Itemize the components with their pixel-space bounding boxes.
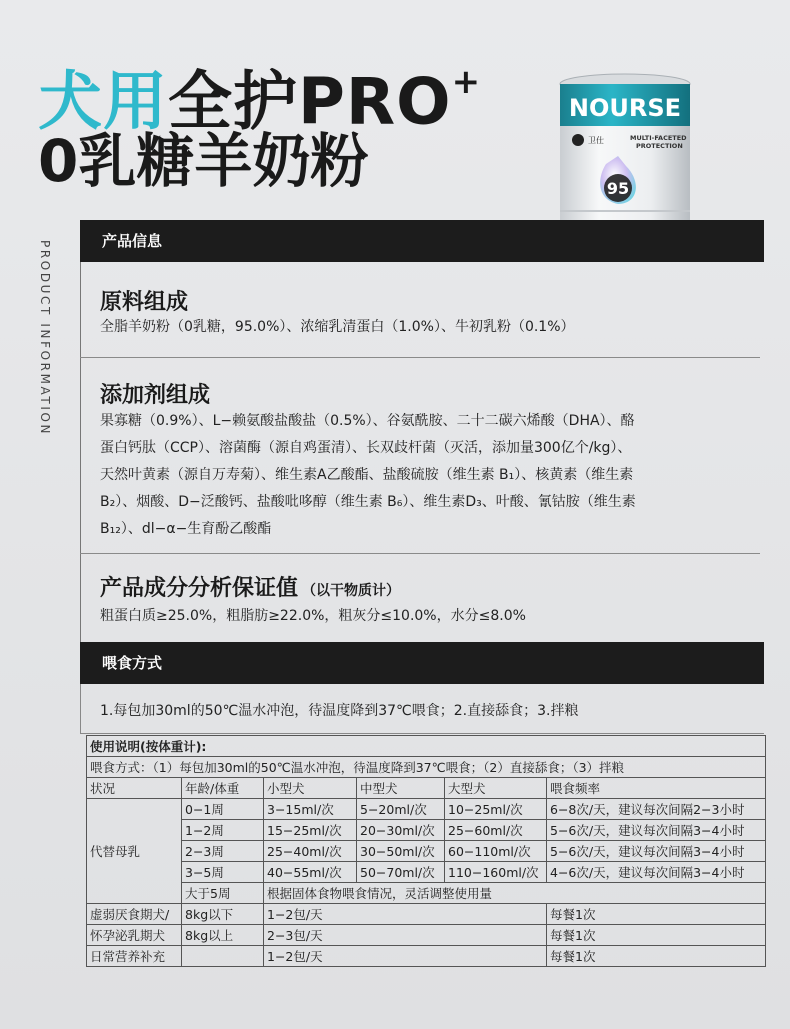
guarantee-heading (100, 571, 400, 602)
header-cell: 喂食频率 (547, 778, 766, 799)
table-cell: 大于5周 (182, 883, 264, 904)
table-row (87, 883, 766, 904)
additives-heading: 添加剂组成 (100, 383, 211, 408)
table-row (87, 862, 766, 883)
table-cell: 5−6次/天，建议每次间隔3−4小时 (547, 820, 766, 841)
table-header-row (87, 778, 766, 799)
table-cell: 8kg以下 (182, 904, 264, 925)
additives-line: 天然叶黄素（源自万寿菊）、维生素A乙酸酯、盐酸硫胺（维生素 B₁）、核黄素（维生素 (100, 467, 634, 483)
table-cell: 2−3周 (182, 841, 264, 862)
guarantee-title: 产品成分分析保证值 (100, 576, 299, 601)
table-cell: 30−50ml/次 (357, 841, 445, 862)
table-cell: 根据固体食物喂食情况，灵活调整使用量 (264, 883, 766, 904)
guarantee-note: （以干物质计） (302, 583, 401, 599)
table-cell: 5−20ml/次 (357, 799, 445, 820)
table-cell: 25−40ml/次 (264, 841, 357, 862)
table-row (87, 820, 766, 841)
header-cell: 中型犬 (357, 778, 445, 799)
title-sup: + (451, 62, 482, 102)
can-subtitle2: PROTECTION (636, 142, 683, 150)
feeding-text: 1.每包加30ml的50℃温水冲泡，待温度降到37℃喂食；2.直接舔食；3.拌粮 (100, 703, 579, 719)
table-cell: 15−25ml/次 (264, 820, 357, 841)
table-cell: 1−2包/天 (264, 904, 547, 925)
table-cell: 1−2包/天 (264, 946, 547, 967)
table-cell: 每餐1次 (547, 925, 766, 946)
table-cell: 60−110ml/次 (445, 841, 547, 862)
product-subtitle: 0乳糖羊奶粉 (38, 127, 369, 195)
can-brand: NOURSE (568, 94, 682, 122)
table-cell (182, 946, 264, 967)
can-logo-text: 卫仕 (588, 136, 604, 145)
table-cell: 3−5周 (182, 862, 264, 883)
divider (80, 357, 760, 358)
table-cell: 20−30ml/次 (357, 820, 445, 841)
header-cell: 年龄/体重 (182, 778, 264, 799)
product-can-image (556, 70, 694, 238)
table-row (87, 925, 766, 946)
weak-label-2: 怀孕泌乳期犬 (87, 925, 182, 946)
title-part2: 全护PRO (168, 65, 452, 140)
table-cell: 8kg以上 (182, 925, 264, 946)
feeding-bar: 喂食方式 (80, 642, 764, 684)
can-subtitle1: MULTI-FACETED (630, 134, 687, 142)
side-label-text: PRODUCT INFORMATION (38, 240, 52, 437)
additives-line: B₁₂）、dl−α−生育酚乙酸酯 (100, 521, 272, 537)
usage-table (86, 735, 766, 967)
table-cell: 10−25ml/次 (445, 799, 547, 820)
table-cell: 2−3包/天 (264, 925, 547, 946)
ingredients-text: 全脂羊奶粉（0乳糖，95.0%）、浓缩乳清蛋白（1.0%）、牛初乳粉（0.1%） (100, 319, 575, 335)
daily-label: 日常营养补充 (87, 946, 182, 967)
title-part1: 犬用 (38, 65, 168, 140)
table-cell: 每餐1次 (547, 904, 766, 925)
additives-text (100, 408, 636, 543)
header-cell: 状况 (87, 778, 182, 799)
ingredients-heading: 原料组成 (100, 290, 189, 315)
table-cell: 5−6次/天，建议每次间隔3−4小时 (547, 841, 766, 862)
table-cell: 50−70ml/次 (357, 862, 445, 883)
table-cell: 0−1周 (182, 799, 264, 820)
table-cell: 1−2周 (182, 820, 264, 841)
table-row (87, 799, 766, 820)
usage-method: 喂食方式：（1）每包加30ml的50℃温水冲泡，待温度降到37℃喂食；（2）直接舔食；（3）拌粮 (87, 757, 766, 778)
table-cell: 4−6次/天，建议每次间隔3−4小时 (547, 862, 766, 883)
table-cell: 110−160ml/次 (445, 862, 547, 883)
product-info-bar: 产品信息 (80, 220, 764, 262)
header-cell: 大型犬 (445, 778, 547, 799)
guarantee-text: 粗蛋白质≥25.0%，粗脂肪≥22.0%，粗灰分≤10.0%，水分≤8.0% (100, 608, 526, 624)
can-badge: 95 (606, 179, 630, 198)
table-cell: 3−15ml/次 (264, 799, 357, 820)
replacement-label: 代替母乳 (87, 799, 182, 904)
table-row (87, 946, 766, 967)
table-cell: 每餐1次 (547, 946, 766, 967)
additives-line: B₂）、烟酸、D−泛酸钙、盐酸吡哆醇（维生素 B₆）、维生素D₃、叶酸、氰钴胺（维生素 (100, 494, 636, 510)
table-cell: 6−8次/天，建议每次间隔2−3小时 (547, 799, 766, 820)
usage-title: 使用说明(按体重计): (87, 736, 766, 757)
additives-line: 果寡糖（0.9%）、L−赖氨酸盐酸盐（0.5%）、谷氨酰胺、二十二碳六烯酸（DHA）、酪 (100, 413, 635, 429)
side-divider (80, 250, 81, 690)
table-row (87, 841, 766, 862)
divider (80, 553, 760, 554)
table-cell: 25−60ml/次 (445, 820, 547, 841)
header-cell: 小型犬 (264, 778, 357, 799)
table-cell: 40−55ml/次 (264, 862, 357, 883)
table-row (87, 904, 766, 925)
weak-label-1: 虚弱厌食期犬/ (87, 904, 182, 925)
additives-line: 蛋白钙肽（CCP）、溶菌酶（源自鸡蛋清）、长双歧杆菌（灭活，添加量300亿个/kg）、 (100, 440, 632, 456)
side-label (38, 240, 64, 450)
